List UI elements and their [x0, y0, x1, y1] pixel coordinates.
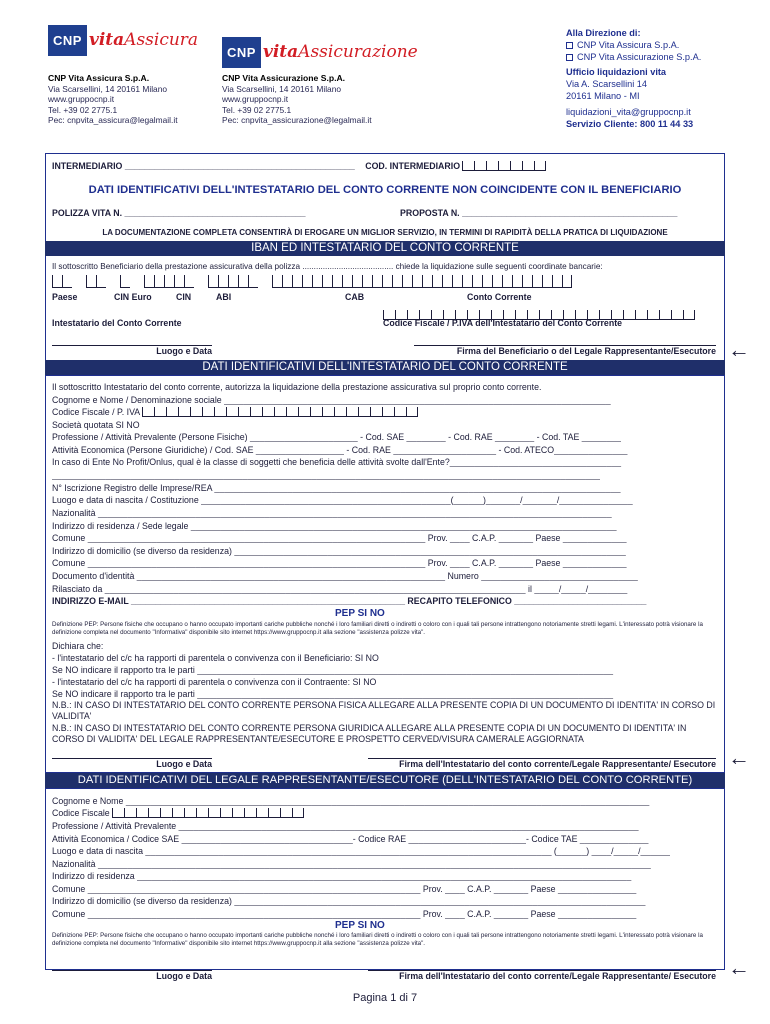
cnp-vita-assicurazione-logo: CNP vita Assicurazione: [222, 34, 418, 70]
iban-intro: Il sottoscritto Beneficiario della prestazione assicurativa della polizza ........................................ chiede la liquidazione sulle seguenti coordinate bancarie:: [52, 262, 603, 271]
legale-codice-fiscale-row[interactable]: Codice Fiscale: [52, 808, 720, 820]
company2-info: CNP Vita Assicurazione S.p.A. Via Scarsellini, 14 20161 Milano www.gruppocnp.it Tel. +39 02 2775.1 Pec: cnpvita_assicurazione@legalmail.it: [222, 73, 372, 125]
legale-residenza[interactable]: Indirizzo di residenza _____________________________________________________________________________________________________: [52, 871, 632, 881]
proposta-field[interactable]: PROPOSTA N. ____________________________________________: [400, 208, 678, 218]
page-number: Pagina 1 di 7: [352, 992, 418, 1004]
legale-cognome-nome[interactable]: Cognome e Nome ___________________________________________________________________________________________________________: [52, 796, 650, 806]
label-cin-euro: CIN Euro: [114, 292, 152, 302]
arrow-left-icon: ←: [728, 745, 750, 770]
legale-firma[interactable]: Firma dell'Intestatario del conto corrente/Legale Rappresentante/ Esecutore: [368, 970, 716, 981]
documento-field[interactable]: Documento d'identità _______________________________________________________________ Numero ________________________________: [52, 571, 638, 581]
iban-firma[interactable]: Firma del Beneficiario o del Legale Rappresentante/Esecutore: [414, 345, 716, 356]
cnp-vita-assicura-logo: CNP vita Assicura: [48, 22, 198, 58]
intestatario-luogo-data[interactable]: Luogo e Data: [52, 758, 212, 769]
label-codice-fiscale: Codice Fiscale / P.IVA dell'Intestatario del Conto Corrente: [383, 318, 623, 328]
legale-nazionalita[interactable]: Nazionalità _________________________________________________________________________________________________________________: [52, 859, 651, 869]
cognome-nome-field[interactable]: Cognome e Nome / Denominazione sociale _______________________________________________________________________________: [52, 395, 611, 405]
domicilio-field[interactable]: Indirizzo di domicilio (se diverso da residenza) ________________________________________________________________________________: [52, 546, 626, 556]
nb-persona-giuridica: N.B.: IN CASO DI INTESTATARIO DEL CONTO CORRENTE PERSONA GIURIDICA ALLEGARE ALLA PRESENTE COPIA DI UN DOCUMENTO DI IDENTITA' IN CORSO DI VALIDITA' DEL LEGALE RAPPRESENTANTE/ESECUTORE E PROSPETTO CERVED/VISURA CAMERALE AGGIORNATA: [52, 723, 687, 744]
legale-comune-domicilio[interactable]: Comune ____________________________________________________________________ Prov. ____ C.A.P. _______ Paese ________________: [52, 909, 637, 919]
label-conto: Conto Corrente: [467, 292, 532, 302]
rapporto-beneficiario-detail[interactable]: Se NO indicare il rapporto tra le parti _____________________________________________________________________________________: [52, 665, 614, 675]
label-cin: CIN: [176, 292, 192, 302]
pep-definition: Definizione PEP: Persone fisiche che occupano o hanno occupato importanti cariche pubbliche nonché i loro familiari diretti o indiretti o coloro con i quali tali persone intrattengono notoriamente stretti legami. L'interessato potrà visionare la definizione completa nel documento "Informativa" disponibile sito internet https://www.gruppocnp.it alla sezione "assistenza polizze vita".: [52, 621, 703, 636]
legale-pep-definition: Definizione PEP: Persone fisiche che occupano o hanno occupato importanti cariche pubbliche nonché i loro familiari diretti o indiretti o coloro con i quali tali persone intrattengono notoriamente stretti legami. L'interessato potrà visionare la definizione completa nel documento "Informative" disponibile sito internet https://www.gruppocnp.it alla sezione "assistenza polizze vita".: [52, 932, 703, 947]
arrow-left-icon: ←: [728, 337, 750, 362]
email-telefono-field[interactable]: INDIRIZZO E-MAIL ________________________________________________________ RECAPITO TELEFONICO ___________________________: [52, 596, 647, 606]
main-title: DATI IDENTIFICATIVI DELL'INTESTATARIO DEL CONTO CORRENTE NON COINCIDENTE CON IL BENEFICIARIO: [88, 184, 682, 196]
legale-comune[interactable]: Comune ____________________________________________________________________ Prov. ____ C.A.P. _______ Paese ________________: [52, 884, 637, 894]
label-paese: Paese: [52, 292, 78, 302]
company1-info: CNP Vita Assicura S.p.A. Via Scarsellini, 14 20161 Milano www.gruppocnp.it Tel. +39 02 2775.1 Pec: cnpvita_assicura@legalmail.it: [48, 73, 178, 125]
legale-luogo-data[interactable]: Luogo e Data: [52, 970, 212, 981]
checkbox-assicurazione[interactable]: [566, 54, 573, 61]
comune-field[interactable]: Comune _____________________________________________________________________ Prov. ____ C.A.P. _______ Paese _____________: [52, 533, 627, 543]
cod-intermediario-boxes[interactable]: [462, 161, 546, 173]
ente-no-profit-field[interactable]: In caso di Ente No Profit/Onlus, qual è la classe di soggetti che beneficia delle attività svolte dall'Ente?___________________________________: [52, 457, 622, 467]
nb-persona-fisica: N.B.: IN CASO DI INTESTATARIO DEL CONTO CORRENTE PERSONA FISICA ALLEGARE ALLA PRESENTE COPIA DI UN DOCUMENTO DI IDENTITA' IN CORSO DI VALIDITA': [52, 700, 716, 721]
rapporto-contraente[interactable]: - l'intestatario del c/c ha rapporti di parentela o convivenza con il Contraente: SI NO: [52, 677, 377, 687]
label-abi: ABI: [216, 292, 232, 302]
checkbox-assicura[interactable]: [566, 42, 573, 49]
intermediario-row: INTERMEDIARIO _______________________________________________ COD. INTERMEDIARIO: [52, 161, 720, 173]
rilasciato-field[interactable]: Rilasciato da ______________________________________________________________________________________ il _____/_____/________: [52, 584, 628, 594]
residenza-field[interactable]: Indirizzo di residenza / Sede legale _______________________________________________________________________________________: [52, 521, 617, 531]
doc-notice: LA DOCUMENTAZIONE COMPLETA CONSENTIRÀ DI EROGARE UN MIGLIOR SERVIZIO, IN TERMINI DI RAPIDITÀ DELLA PRATICA DI LIQUIDAZIONE: [102, 228, 668, 237]
direzione-title: Alla Direzione di:: [566, 28, 641, 38]
attivita-economica-field[interactable]: Attività Economica (Persone Giuridiche) / Cod. SAE __________________ - Cod. RAE _____________________ - Cod. ATECO_______________: [52, 445, 628, 455]
intestatario-firma[interactable]: Firma dell'Intestatario del conto corrente/Legale Rappresentante/ Esecutore: [368, 758, 716, 769]
rapporto-beneficiario[interactable]: - l'intestatario del c/c ha rapporti di parentela o convivenza con il Beneficiario: SI NO: [52, 653, 379, 663]
legale-band: DATI IDENTIFICATIVI DEL LEGALE RAPPRESENTANTE/ESECUTORE (DELL'INTESTATARIO DEL CONTO CORRENTE): [45, 773, 725, 788]
label-cab: CAB: [345, 292, 365, 302]
legale-pep-choice[interactable]: PEP SI NO: [335, 920, 385, 931]
label-intestatario: Intestatario del Conto Corrente: [52, 318, 182, 328]
iban-luogo-data[interactable]: Luogo e Data: [52, 345, 212, 356]
intestatario-intro: Il sottoscritto Intestatario del conto corrente, autorizza la liquidazione della prestazione assicurativa sul proprio conto corrente.: [52, 382, 542, 392]
iban-band: IBAN ED INTESTATARIO DEL CONTO CORRENTE: [45, 241, 725, 256]
rapporto-contraente-detail[interactable]: Se NO indicare il rapporto tra le parti _____________________________________________________________________________________: [52, 689, 614, 699]
registro-imprese-field[interactable]: N° Iscrizione Registro delle Imprese/REA ___________________________________________________________________________________: [52, 483, 621, 493]
nazionalita-field[interactable]: Nazionalità _________________________________________________________________________________________________________: [52, 508, 612, 518]
direzione-block: Alla Direzione di: CNP Vita Assicura S.p.A. CNP Vita Assicurazione S.p.A. Ufficio liquidazioni vita Via A. Scarsellini 14 20161 Milano - MI liquidazioni_vita@gruppocnp.it Servizio Cliente: 800 11 44 33: [566, 28, 702, 129]
iban-input-boxes[interactable]: [52, 275, 572, 289]
pep-choice[interactable]: PEP SI NO: [335, 608, 385, 619]
legale-attivita[interactable]: Attività Economica / Codice SAE ___________________________________- Codice RAE ________________________- Codice TAE ______________: [52, 834, 649, 844]
professione-field[interactable]: Professione / Attività Prevalente (Persone Fisiche) ______________________ - Cod. SAE ________ - Cod. RAE ________ - Cod. TAE ________: [52, 432, 621, 442]
ente-no-profit-line2[interactable]: ________________________________________________________________________________________________________________: [52, 470, 600, 480]
polizza-field[interactable]: POLIZZA VITA N. _____________________________________: [52, 208, 306, 218]
dichiara-label: Dichiara che:: [52, 641, 104, 651]
societa-quotata-row[interactable]: Società quotata SI NO: [52, 420, 140, 430]
legale-luogo-nascita[interactable]: Luogo e data di nascita ___________________________________________________________________________________ (______) ____/_____/______: [52, 846, 670, 856]
intestatario-band: DATI IDENTIFICATIVI DELL'INTESTATARIO DEL CONTO CORRENTE: [45, 360, 725, 375]
codice-fiscale-row[interactable]: Codice Fiscale / P. IVA: [52, 407, 720, 419]
comune-domicilio-field[interactable]: Comune _____________________________________________________________________ Prov. ____ C.A.P. _______ Paese _____________: [52, 558, 627, 568]
legale-professione[interactable]: Professione / Attività Prevalente ______________________________________________________________________________________________: [52, 821, 639, 831]
arrow-left-icon: ←: [728, 955, 750, 980]
luogo-nascita-field[interactable]: Luogo e data di nascita / Costituzione ___________________________________________________(______)_______/_______/_______________: [52, 495, 633, 505]
legale-domicilio[interactable]: Indirizzo di domicilio (se diverso da residenza) ____________________________________________________________________________________: [52, 896, 646, 906]
